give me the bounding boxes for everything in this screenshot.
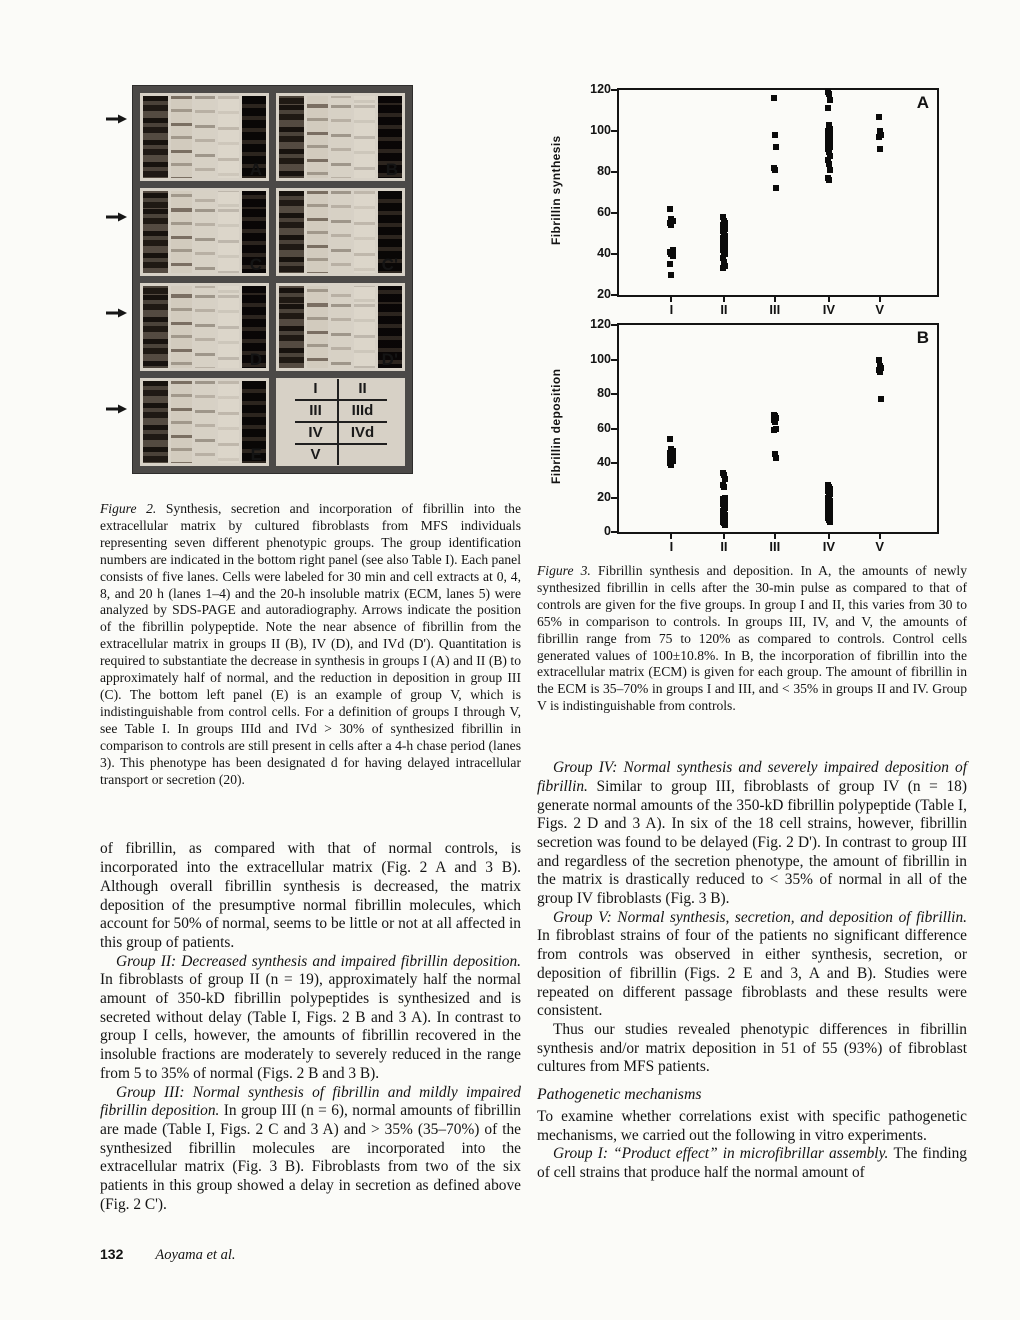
body-paragraph: Group IV: Normal synthesis and severely impaired deposition of fibrillin. Similar to group III, fibroblasts of group IV (n = 18) generate normal amounts of the 350-kD fibrillin polypeptide (Table I, Figs. 2 D and 3 A). In six of the 18 cell strains, however, fibrillin secretion was found to be delayed (Fig. 2 D'). In contrast to group III and regardless of the secretion phenotype, the amount of fibrillin in the matrix is drastically reduced to < 35% of normal in all of the group IV fibroblasts (Fig. 3 B). [537, 759, 968, 908]
gel-lane [171, 286, 191, 368]
y-tick-mark [611, 253, 617, 255]
plot-area [617, 88, 939, 297]
gel-lane [331, 96, 351, 178]
gel-lane [195, 286, 215, 368]
y-tick-label: 100 [590, 351, 611, 366]
right-column [537, 82, 968, 1183]
gel-lane [307, 96, 327, 178]
gel-panel [140, 93, 269, 181]
gel-lane [307, 191, 327, 273]
fibrillin-synthesis-chart [537, 82, 967, 323]
paragraph-lead: Group III: Normal synthesis of fibrillin and mildly impaired fibrillin deposition. [100, 1083, 521, 1120]
x-tick-label: V [875, 539, 885, 554]
gel-lane [143, 191, 168, 273]
y-tick-mark [611, 393, 617, 395]
y-tick-mark [611, 359, 617, 361]
fibrillin-position-arrow-icon [106, 308, 128, 318]
right-column-text [537, 759, 967, 1182]
gel-panel-label: C [249, 255, 262, 274]
running-authors: Aoyama et al. [155, 1247, 236, 1264]
y-tick-label: 60 [597, 205, 611, 219]
y-tick-mark [611, 462, 617, 464]
data-point [773, 185, 779, 191]
gel-panel [276, 188, 405, 276]
figure-2-caption-text: Synthesis, secretion and incorporation of fibrillin into the extracellular matrix by cultured fibroblasts from MFS individuals representing seven different phenotypic groups. The group identification numbers are indicated in the bottom right panel (see also Table I). Each panel consists of five lanes. Cells were labeled for 30 min and cell extracts at 0, 4, 8, and 20 h (lanes 1–4) and the 20-h insoluble matrix (ECM, lanes 5) were analyzed by SDS-PAGE and autoradiography. Arrows indicate the position of the fibrillin polypeptide. Note the near absence of fibrillin from the extracellular matrix in groups II (B), IV (D), and IVd (D'). Quantitation is required to substantiate the decrease in synthesis in groups I (A) and II (B) to approximately half of normal, and the reduction in deposition in group III (C). The bottom left panel (E) is an example of group V, which is indistinguishable from control cells. For a definition of groups I through V, see Table I. In groups IIId and IVd > 30% of synthesized fibrillin in comparison to controls are still present in cells after a 4-h chase period (lanes 3). This phenotype has been designated d for having delayed intracellular transport or secretion (20). [100, 501, 522, 787]
x-tick-label: III [769, 539, 781, 554]
x-tick-label: II [720, 302, 728, 317]
gel-lane [331, 286, 351, 368]
gel-lane [143, 381, 168, 463]
gel-lane [171, 96, 191, 178]
x-tick-mark [670, 533, 672, 539]
data-point [876, 357, 882, 363]
data-point [722, 476, 728, 482]
data-point [827, 167, 833, 173]
y-tick-mark [611, 428, 617, 430]
figure-3-caption [537, 563, 967, 715]
y-tick-mark [611, 130, 617, 132]
x-tick-label: I [669, 302, 674, 317]
data-point [670, 253, 676, 259]
section-heading: Pathogenetic mechanisms [537, 1086, 702, 1104]
figure-3-caption-text: Fibrillin synthesis and deposition. In A, the amounts of newly synthesized fibrillin in cells after the 30-min pulse as compared to that of controls are given for the five groups. In group I and II, this varies from 30 to 65% in comparison to controls. In groups III, IV, and V, the amounts of fibrillin range from 75 to 120% as compared to controls. Control cells generated values of 100±10.8%. In B, the incorporation of fibrillin into the extracellular matrix (ECM) is given for each group. The amount of fibrillin in the ECM is 35–70% in groups I and III, and < 35% in groups II and IV. Group V is indistinguishable from controls. [537, 563, 968, 714]
gel-panel [140, 378, 269, 466]
body-paragraph: Thus our studies revealed phenotypic differences in fibrillin synthesis and/or matrix deposition in 51 of 55 (93%) of fibroblast cultures from MFS patients. [537, 1021, 967, 1076]
gel-lane [354, 286, 374, 368]
data-point [876, 114, 882, 120]
x-tick-mark [774, 533, 776, 539]
legend-cell: IIId [337, 401, 387, 423]
y-tick-mark [611, 324, 617, 326]
gel-panel [276, 93, 405, 181]
paragraph-lead: Group V: Normal synthesis, secretion, and deposition of fibrillin. [553, 908, 967, 926]
x-tick-mark [828, 296, 830, 302]
y-tick-label: 0 [604, 524, 611, 538]
figure-3-caption-lead: Figure 3. [537, 563, 591, 578]
data-point [826, 177, 832, 183]
y-tick-mark [611, 294, 617, 296]
paragraph-lead: Group I: “Product effect” in microfibrillar assembly. [553, 1145, 894, 1163]
data-point [667, 436, 673, 442]
gel-lane [354, 96, 374, 178]
y-tick-mark [611, 212, 617, 214]
data-point [878, 396, 884, 402]
data-point [720, 265, 726, 271]
figure-2-gel-image [132, 85, 413, 474]
paragraph-lead: Group II: Decreased synthesis and impaired fibrillin deposition. [116, 952, 521, 970]
fibrillin-position-arrow-icon [106, 404, 128, 414]
gel-lane [331, 191, 351, 273]
figure-2-caption [100, 501, 521, 788]
group-legend-panel [276, 378, 405, 466]
panel-letter: A [916, 93, 929, 112]
x-tick-mark [828, 533, 830, 539]
legend-cell: II [337, 379, 387, 401]
gel-lane [354, 191, 374, 273]
gel-lane [195, 381, 215, 463]
data-point [877, 369, 883, 375]
y-tick-label: 80 [597, 386, 611, 400]
x-tick-label: V [875, 302, 885, 317]
fibrillin-position-arrow-icon [106, 114, 128, 124]
gel-lane [279, 286, 304, 368]
legend-cell: IV [295, 423, 337, 445]
gel-panel-grid [132, 85, 413, 474]
gel-lane [307, 286, 327, 368]
body-paragraph: Group V: Normal synthesis, secretion, and deposition of fibrillin. In fibroblast strains of four of the patients no significant difference from controls was observed in either synthesis, secretion, or deposition of fibrillin (Figs. 2 E and 3, A and B). Studies were repeated on different passage fibroblasts and these results were consistent. [537, 908, 967, 1020]
legend-cell [337, 445, 387, 465]
body-paragraph: Group II: Decreased synthesis and impaired fibrillin deposition. In fibroblasts of group II (n = 19), approximately half the normal amount of 350-kD fibrillin polypeptides is synthesized and is secreted without delay (Table I, Figs. 2 B and 3 A). In contrast to group I cells, however, the amounts of fibrillin recovered in the insoluble fractions are moderately to severely reduced in the range from 5 to 35% of normal (Figs. 2 B and 3 B). [100, 952, 521, 1082]
y-tick-mark [611, 497, 617, 499]
y-tick-label: 100 [590, 123, 611, 137]
data-point [771, 95, 777, 101]
y-tick-mark [611, 531, 617, 533]
data-point [825, 105, 831, 111]
data-point [826, 91, 832, 97]
data-point [721, 484, 727, 490]
data-point [876, 134, 882, 140]
x-tick-mark [879, 533, 881, 539]
data-point [827, 97, 833, 103]
gel-lane [195, 191, 215, 273]
legend-cell: IVd [337, 423, 387, 445]
data-point [668, 462, 674, 468]
group-legend-table [295, 379, 387, 465]
gel-lane [171, 191, 191, 273]
gel-panel [140, 283, 269, 371]
x-tick-mark [670, 296, 672, 302]
x-tick-mark [879, 296, 881, 302]
data-point [772, 132, 778, 138]
left-column [100, 85, 521, 1264]
y-tick-label: 20 [597, 489, 611, 504]
data-point [826, 161, 832, 167]
page-footer [100, 1246, 521, 1264]
gel-lane [218, 96, 238, 178]
x-tick-label: I [669, 539, 674, 554]
y-axis-title: Fibrillin deposition [549, 368, 563, 485]
x-tick-label: III [769, 302, 781, 317]
y-tick-mark [611, 89, 617, 91]
fibrillin-position-arrow-icon [106, 212, 128, 222]
data-point [667, 261, 673, 267]
x-tick-mark [723, 533, 725, 539]
body-paragraph: of fibrillin, as compared with that of normal controls, is incorporated into the extracellular matrix (Fig. 2 A and 3 B). Although overall fibrillin synthesis is decreased, the matrix deposition of the presumptive normal fibrillin molecules, which account for 50% of normal, seems to be little or not at all affected in this group of patients. [100, 840, 521, 951]
panel-letter: B [916, 328, 929, 347]
x-tick-label: II [720, 539, 728, 554]
gel-panel-label: D' [381, 350, 398, 369]
gel-panel-label: E [250, 445, 262, 464]
gel-panel [276, 283, 405, 371]
x-tick-label: IV [822, 539, 836, 554]
legend-cell: I [295, 379, 337, 401]
paragraph-lead: Group IV: Normal synthesis and severely impaired deposition of fibrillin. [537, 759, 967, 795]
left-column-text [100, 840, 521, 1214]
data-point [771, 427, 777, 433]
data-point [668, 272, 674, 278]
gel-lane [218, 381, 238, 463]
gel-panel [140, 188, 269, 276]
gel-lane [143, 96, 168, 178]
data-point [773, 455, 779, 461]
x-tick-mark [723, 296, 725, 302]
data-point [773, 144, 779, 150]
data-point [877, 146, 883, 152]
gel-panel-label: C' [381, 255, 398, 274]
gel-lane [171, 381, 191, 463]
data-point [827, 519, 833, 525]
body-paragraph: Group III: Normal synthesis of fibrillin and mildly impaired fibrillin deposition. In group III (n = 6), normal amounts of fibrillin are made (Table I, Figs. 2 C and 3 A) and > 35% (35–70%) of the synthesized fibrillin molecules are incorporated into the extracellular matrix (Fig. 3 B). Fibroblasts from two of the six patients in this group showed a delay in secretion as defined above (Fig. 2 C'). [100, 1083, 521, 1213]
legend-cell: V [310, 446, 321, 463]
figure-2-caption-lead: Figure 2. [100, 501, 157, 516]
data-point [772, 167, 778, 173]
y-axis-title: Fibrillin synthesis [549, 135, 563, 246]
x-tick-label: IV [822, 302, 836, 317]
body-paragraph: Group I: “Product effect” in microfibrillar assembly. The finding of cell strains that produce half the normal amount of [537, 1145, 968, 1181]
x-tick-mark [774, 296, 776, 302]
page-number: 132 [100, 1246, 124, 1263]
gel-panel-label: A [249, 160, 262, 179]
y-tick-label: 80 [597, 164, 611, 178]
gel-panel-label: D [249, 350, 262, 369]
data-point [668, 222, 674, 228]
fibrillin-deposition-chart [537, 317, 967, 555]
gel-lane [279, 96, 304, 178]
data-point [772, 419, 778, 425]
y-tick-label: 20 [597, 287, 611, 301]
gel-lane [279, 191, 304, 273]
y-tick-mark [611, 171, 617, 173]
gel-panel-label: B [385, 160, 398, 179]
gel-lane [218, 191, 238, 273]
gel-lane [143, 286, 168, 368]
gel-lane [218, 286, 238, 368]
legend-cell: III [295, 401, 337, 423]
gel-lane [195, 96, 215, 178]
data-point [667, 206, 673, 212]
y-tick-label: 40 [597, 246, 611, 260]
data-point [722, 522, 728, 528]
y-tick-label: 40 [597, 455, 611, 469]
y-tick-label: 120 [590, 317, 611, 331]
y-tick-label: 60 [597, 420, 611, 435]
y-tick-label: 120 [590, 82, 611, 96]
body-paragraph: To examine whether correlations exist with specific pathogenetic mechanisms, we carried out the following in vitro experiments. [537, 1107, 967, 1144]
